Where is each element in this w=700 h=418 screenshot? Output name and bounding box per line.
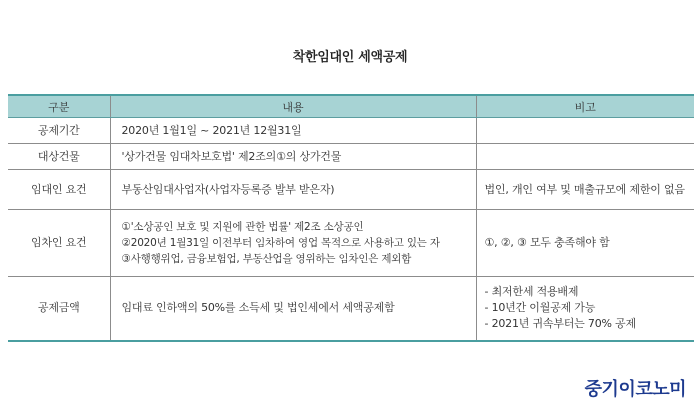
row-note — [476, 170, 694, 210]
content-line: 2020년 1월1일 ~ 2021년 12월31일 — [121, 123, 302, 137]
table-row — [8, 210, 694, 277]
row-content — [110, 210, 476, 277]
row-note — [476, 277, 694, 341]
header-category: 구분 — [8, 95, 110, 118]
note-line: ①, ②, ③ 모두 충족해야 함 — [484, 236, 610, 249]
content-line: 부동산임대사업자(사업자등록증 발부 받은자) — [121, 182, 335, 196]
row-content — [110, 144, 476, 170]
content-line: '상가건물 임대차보호법' 제2조의①의 상가건물 — [121, 149, 342, 163]
note-line: 법인, 개인 여부 및 매출규모에 제한이 없음 — [484, 182, 685, 196]
table-row — [8, 144, 694, 170]
publisher-logo: 중기이코노미 — [584, 379, 686, 400]
table-row — [8, 118, 694, 144]
note-line: - 2021년 귀속부터는 70% 공제 — [484, 317, 636, 331]
note-line: - 최저한세 적용배제 — [484, 285, 579, 299]
row-category: 공제금액 — [8, 277, 110, 341]
tax-credit-table — [8, 94, 694, 342]
row-content — [110, 277, 476, 341]
content-line: ③사행행위업, 금융보험업, 부동산업을 영위하는 임차인은 제외함 — [121, 253, 412, 265]
header-note: 비고 — [476, 95, 694, 118]
row-category: 임차인 요건 — [8, 210, 110, 277]
row-note — [476, 118, 694, 144]
row-category: 임대인 요건 — [8, 170, 110, 210]
row-category: 공제기간 — [8, 118, 110, 144]
note-line: - 10년간 이월공제 가능 — [484, 301, 596, 315]
row-note — [476, 144, 694, 170]
content-line: 임대료 인하액의 50%를 소득세 및 법인세에서 세액공제함 — [121, 301, 395, 315]
content-line: ①'소상공인 보호 및 지원에 관한 법률' 제2조 소상공인 — [121, 221, 364, 233]
row-content — [110, 170, 476, 210]
table-row — [8, 170, 694, 210]
header-content: 내용 — [110, 95, 476, 118]
content-line: ②2020년 1월31일 이전부터 임차하여 영업 목적으로 사용하고 있는 자 — [121, 237, 440, 249]
table-header-row — [8, 95, 694, 118]
row-content — [110, 118, 476, 144]
row-category: 대상건물 — [8, 144, 110, 170]
document-title: 착한임대인 세액공제 — [292, 50, 408, 65]
row-note — [476, 210, 694, 277]
table-row — [8, 277, 694, 341]
